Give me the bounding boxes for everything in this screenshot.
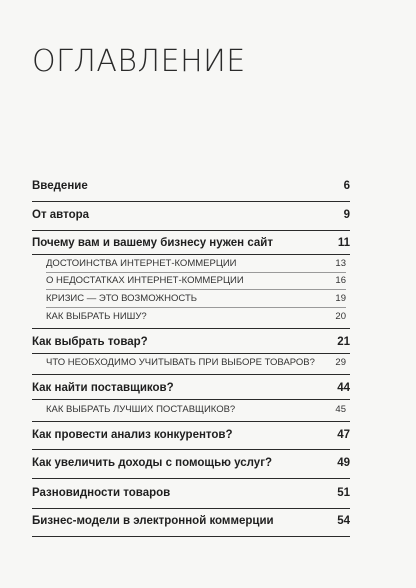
toc-entry-title: Введение xyxy=(32,180,88,192)
toc-entry xyxy=(32,209,350,227)
page-title: ОГЛАВЛЕНИЕ xyxy=(32,44,246,79)
toc-subentry xyxy=(32,311,350,329)
toc-subentry-title: О НЕДОСТАТКАХ ИНТЕРНЕТ-КОММЕРЦИИ xyxy=(46,275,244,286)
toc-subentry-page: 19 xyxy=(335,293,346,304)
divider xyxy=(32,478,350,479)
toc-entry-title: Как выбрать товар? xyxy=(32,336,148,348)
toc-entry-title: Почему вам и вашему бизнесу нужен сайт xyxy=(32,237,273,249)
toc-subentry-page: 29 xyxy=(335,357,346,368)
divider xyxy=(32,230,350,231)
divider xyxy=(32,254,350,255)
divider xyxy=(32,449,350,450)
divider xyxy=(46,272,346,273)
toc-entry xyxy=(32,180,350,198)
toc-entry xyxy=(32,457,350,475)
toc-subentry xyxy=(32,404,350,422)
divider xyxy=(32,508,350,509)
divider xyxy=(32,399,350,400)
toc-entry xyxy=(32,382,350,400)
divider xyxy=(32,201,350,202)
toc-entry-page: 44 xyxy=(337,382,350,394)
toc-entry xyxy=(32,429,350,447)
toc-subentry-title: ДОСТОИНСТВА ИНТЕРНЕТ-КОММЕРЦИИ xyxy=(46,258,237,269)
divider xyxy=(46,307,346,308)
toc-entry-title: Как провести анализ конкурентов? xyxy=(32,429,233,441)
toc-entry xyxy=(32,515,350,533)
toc-entry-title: Разновидности товаров xyxy=(32,487,171,499)
toc-subentry-title: КАК ВЫБРАТЬ ЛУЧШИХ ПОСТАВЩИКОВ? xyxy=(46,404,236,415)
toc-subentry xyxy=(32,357,350,375)
toc-subentry-title: КРИЗИС — ЭТО ВОЗМОЖНОСТЬ xyxy=(46,293,197,304)
toc-entry-page: 11 xyxy=(337,237,350,249)
toc-entry-title: От автора xyxy=(32,209,90,221)
toc-entry-page: 54 xyxy=(337,515,350,527)
toc-entry-title: Бизнес-модели в электронной коммерции xyxy=(32,515,274,527)
toc-subentry-page: 45 xyxy=(335,404,346,415)
divider xyxy=(32,328,350,329)
toc-entry xyxy=(32,336,350,354)
divider xyxy=(32,536,350,537)
toc-entry-title: Как увеличить доходы с помощью услуг? xyxy=(32,457,273,469)
toc-subentry-page: 13 xyxy=(335,258,346,269)
divider xyxy=(46,289,346,290)
toc-subentry xyxy=(32,275,350,293)
toc-subentry xyxy=(32,258,350,276)
toc-entry-page: 6 xyxy=(343,180,350,192)
toc-entry xyxy=(32,237,350,255)
toc-subentry-title: ЧТО НЕОБХОДИМО УЧИТЫВАТЬ ПРИ ВЫБОРЕ ТОВАРОВ? xyxy=(46,357,315,368)
toc-subentry-page: 16 xyxy=(335,275,346,286)
toc-subentry xyxy=(32,293,350,311)
toc-entry-page: 49 xyxy=(337,457,350,469)
toc-subentry-page: 20 xyxy=(335,311,346,322)
toc-entry-page: 47 xyxy=(337,429,350,441)
toc-subentry-title: КАК ВЫБРАТЬ НИШУ? xyxy=(46,311,147,322)
divider xyxy=(32,421,350,422)
toc-entry-title: Как найти поставщиков? xyxy=(32,382,174,394)
toc-entry-page: 21 xyxy=(337,336,350,348)
toc-entry-page: 9 xyxy=(343,209,350,221)
toc-entry-page: 51 xyxy=(337,487,350,499)
toc-entry xyxy=(32,487,350,505)
divider xyxy=(32,353,350,354)
divider xyxy=(32,374,350,375)
